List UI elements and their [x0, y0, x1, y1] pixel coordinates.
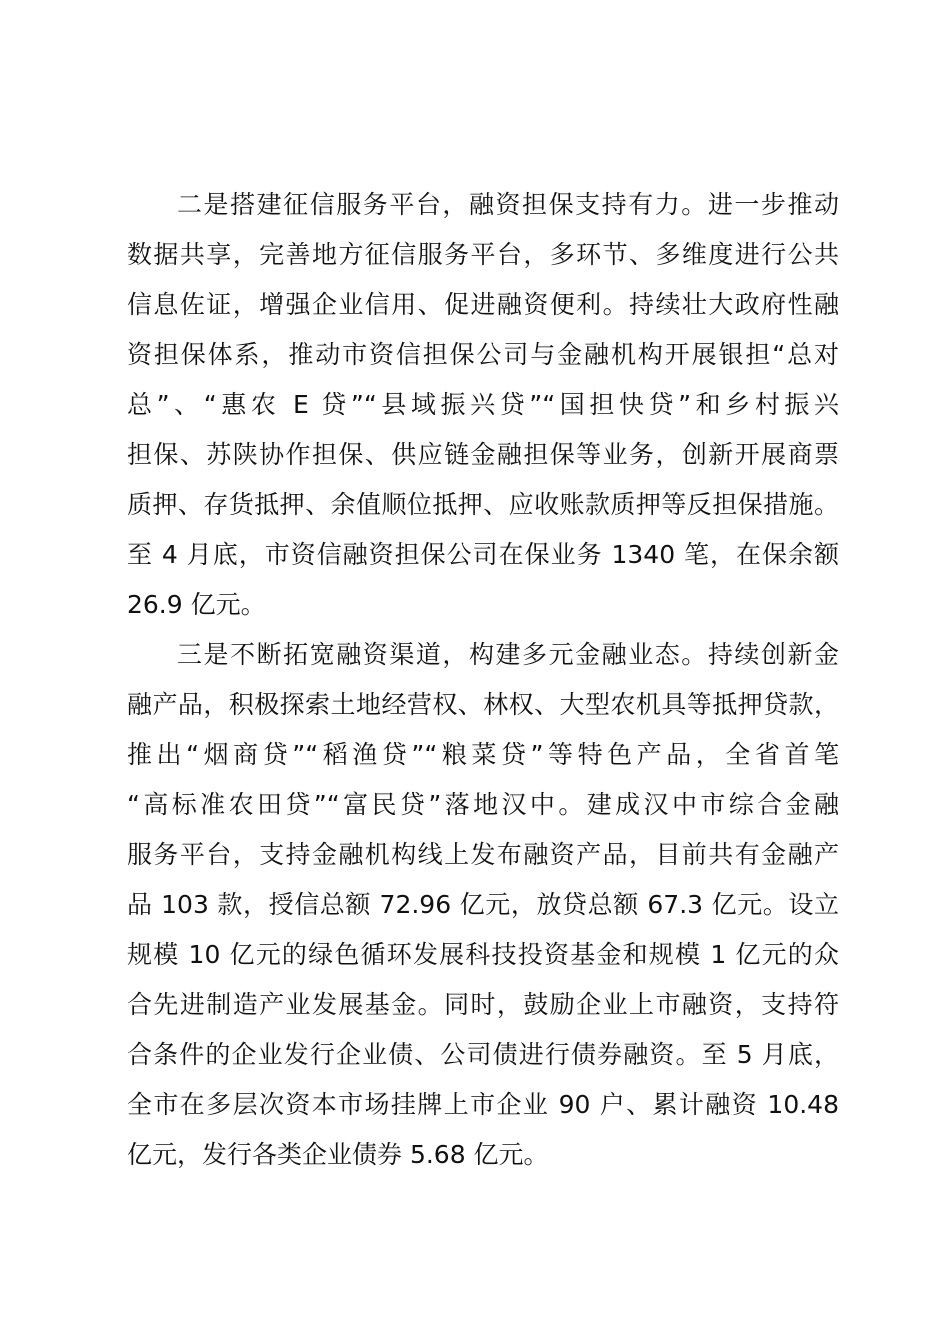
text-line: 总”、“惠农 E 贷”“县域振兴贷”“国担快贷”和乡村振兴	[127, 390, 839, 419]
text-line: 品 103 款，授信总额 72.96 亿元，放贷总额 67.3 亿元。设立	[127, 890, 839, 919]
text-line: “高标准农田贷”“富民贷”落地汉中。建成汉中市综合金融	[127, 790, 839, 819]
paragraph-financing-channels	[127, 630, 839, 1180]
text-line: 担保、苏陕协作担保、供应链金融担保等业务，创新开展商票	[127, 440, 839, 469]
text-line: 服务平台，支持金融机构线上发布融资产品，目前共有金融产	[127, 840, 839, 869]
text-line: 数据共享，完善地方征信服务平台，多环节、多维度进行公共	[127, 240, 839, 269]
text-line: 二是搭建征信服务平台，融资担保支持有力。进一步推动	[177, 190, 839, 219]
text-line: 全市在多层次资本市场挂牌上市企业 90 户、累计融资 10.48	[127, 1090, 839, 1119]
text-line: 26.9 亿元。	[127, 590, 266, 619]
paragraph-credit-platform	[127, 180, 839, 630]
text-line: 合先进制造产业发展基金。同时，鼓励企业上市融资，支持符	[127, 990, 839, 1019]
text-line: 至 4 月底，市资信融资担保公司在保业务 1340 笔，在保余额	[127, 540, 839, 569]
text-line: 资担保体系，推动市资信担保公司与金融机构开展银担“总对	[127, 340, 839, 369]
text-line: 合条件的企业发行企业债、公司债进行债券融资。至 5 月底，	[127, 1040, 839, 1069]
text-line: 信息佐证，增强企业信用、促进融资便利。持续壮大政府性融	[127, 290, 839, 319]
text-line: 亿元，发行各类企业债券 5.68 亿元。	[127, 1140, 549, 1169]
text-line: 规模 10 亿元的绿色循环发展科技投资基金和规模 1 亿元的众	[127, 940, 839, 969]
text-line: 推出“烟商贷”“稻渔贷”“粮菜贷”等特色产品，全省首笔	[127, 740, 839, 769]
text-line: 三是不断拓宽融资渠道，构建多元金融业态。持续创新金	[177, 640, 839, 669]
text-line: 质押、存货抵押、余值顺位抵押、应收账款质押等反担保措施。	[127, 490, 839, 519]
text-line: 融产品，积极探索土地经营权、林权、大型农机具等抵押贷款，	[127, 690, 839, 719]
